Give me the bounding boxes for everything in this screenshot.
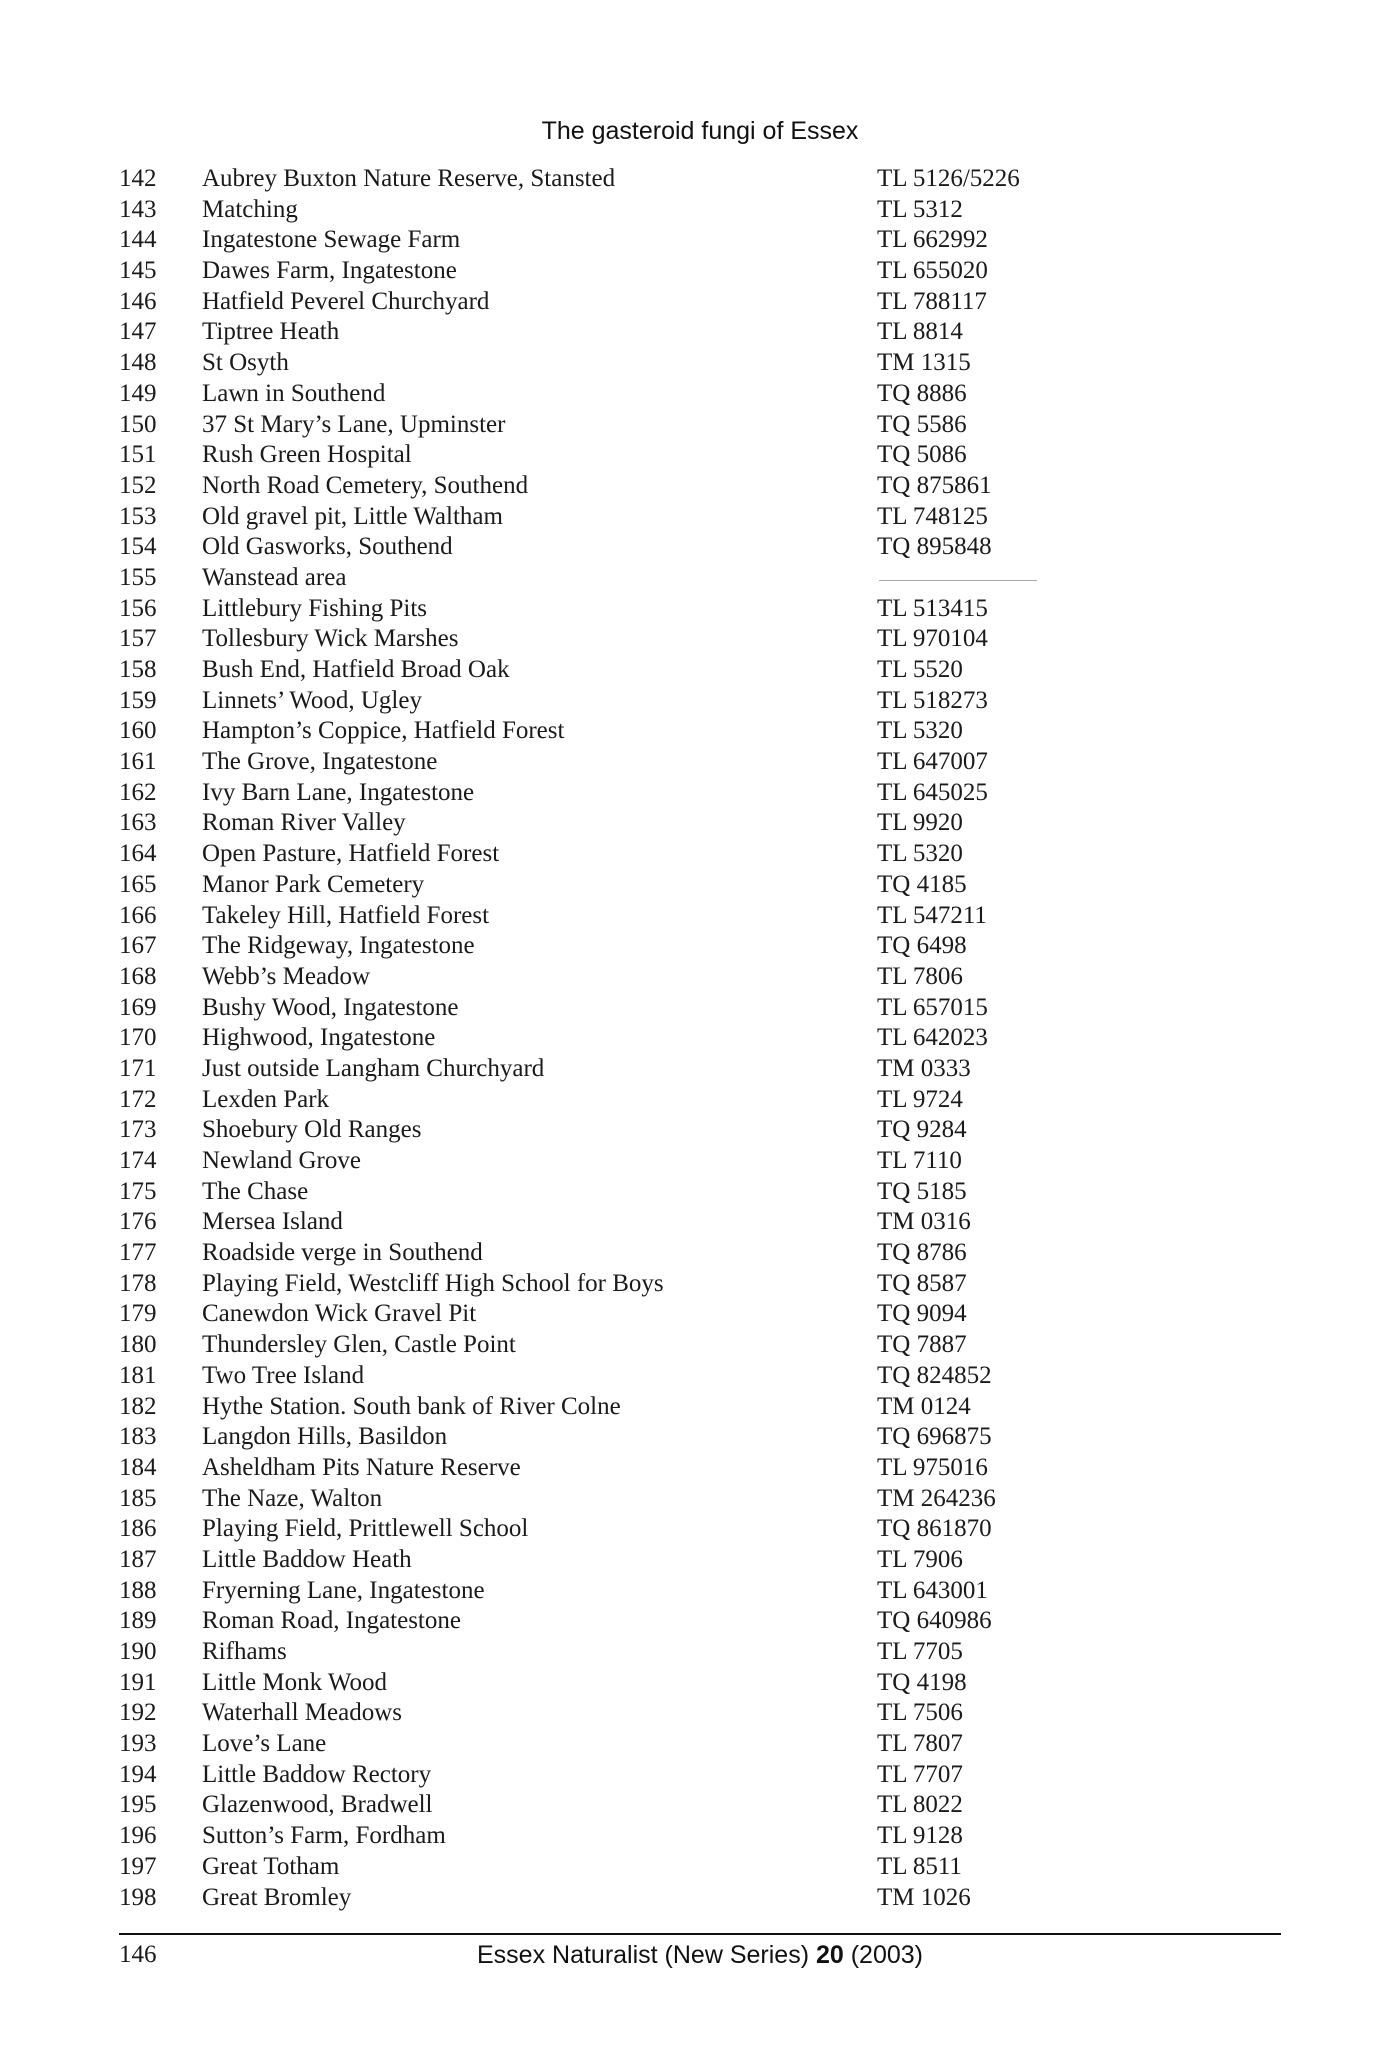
site-number: 183 [119,1423,157,1451]
running-title: The gasteroid fungi of Essex [541,117,859,145]
site-row [0,1790,1400,1821]
site-name: Hythe Station. South bank of River Colne [202,1392,621,1420]
site-number: 165 [119,870,157,898]
site-number: 164 [119,840,157,868]
grid-reference: TL 975016 [877,1453,988,1481]
site-number: 184 [119,1453,157,1481]
site-number: 155 [119,563,157,591]
grid-reference: TL 5320 [877,840,963,868]
site-number: 180 [119,1331,157,1359]
site-name: Glazenwood, Bradwell [202,1791,433,1819]
site-row [0,348,1400,379]
site-list [0,164,1400,1913]
grid-reference: TQ 895848 [877,533,992,561]
site-row [0,594,1400,625]
grid-reference: TL 643001 [877,1576,988,1604]
grid-reference: TL 7806 [877,962,963,990]
site-row [0,1484,1400,1515]
site-number: 194 [119,1760,157,1788]
grid-reference: TQ 4198 [877,1668,967,1696]
grid-reference: TL 788117 [877,287,987,315]
site-number: 156 [119,594,157,622]
site-name: Little Monk Wood [202,1668,388,1696]
site-row [0,1729,1400,1760]
grid-reference: TL 7707 [877,1760,963,1788]
site-row [0,1054,1400,1085]
site-row [0,931,1400,962]
site-row [0,686,1400,717]
page-number: 146 [119,1941,157,1968]
site-row [0,716,1400,747]
grid-reference: TL 5520 [877,656,963,683]
site-row [0,471,1400,502]
site-row [0,256,1400,287]
site-number: 158 [119,656,157,683]
site-name: Linnets’ Wood, Ugley [202,686,422,714]
site-row [0,1207,1400,1238]
site-number: 157 [119,625,157,653]
grid-reference: TQ 4185 [877,870,967,898]
grid-reference: TL 9128 [877,1822,963,1850]
grid-reference: TQ 8886 [877,379,967,407]
site-name: Rifhams [202,1638,287,1665]
grid-reference: TL 8022 [877,1791,963,1819]
site-number: 186 [119,1515,157,1543]
site-name: Shoebury Old Ranges [202,1116,422,1144]
site-number: 152 [119,471,157,499]
site-number: 166 [119,901,157,929]
site-name: Langdon Hills, Basildon [202,1423,448,1451]
site-name: Great Totham [202,1852,340,1880]
site-row [0,901,1400,932]
site-number: 177 [119,1239,157,1267]
site-row [0,1422,1400,1453]
site-number: 172 [119,1085,157,1113]
site-name: Sutton’s Farm, Fordham [202,1822,446,1850]
grid-reference: TQ 8786 [877,1239,967,1267]
site-name: Waterhall Meadows [202,1699,402,1727]
site-number: 170 [119,1024,157,1052]
site-number: 175 [119,1177,157,1205]
site-number: 148 [119,349,157,377]
site-name: The Chase [202,1177,309,1205]
grid-reference: TQ 6498 [877,932,967,960]
site-number: 149 [119,379,157,407]
site-number: 196 [119,1822,157,1850]
site-name: Asheldham Pits Nature Reserve [202,1453,521,1481]
site-row [0,1299,1400,1330]
site-number: 150 [119,410,157,438]
site-name: Rush Green Hospital [202,441,412,469]
site-number: 197 [119,1852,157,1880]
site-name: Hatfield Peverel Churchyard [202,287,490,315]
site-row [0,195,1400,226]
site-row [0,1361,1400,1392]
site-number: 173 [119,1116,157,1144]
site-row [0,839,1400,870]
grid-reference: TQ 5086 [877,441,967,469]
site-number: 198 [119,1883,157,1911]
site-name: Playing Field, Prittlewell School [202,1515,529,1543]
site-number: 151 [119,441,157,469]
site-number: 179 [119,1300,157,1328]
grid-reference: TL 9724 [877,1085,963,1113]
grid-reference: TQ 9284 [877,1116,967,1144]
site-name: Roman River Valley [202,809,406,837]
site-number: 163 [119,809,157,837]
site-row [0,1852,1400,1883]
site-number: 181 [119,1361,157,1389]
site-row [0,962,1400,993]
grid-reference: TQ 7887 [877,1331,967,1359]
site-number: 145 [119,257,157,285]
grid-reference: TQ 5185 [877,1177,967,1205]
site-row [0,808,1400,839]
grid-reference: TQ 696875 [877,1423,992,1451]
site-row [0,1698,1400,1729]
journal-citation [0,1941,1400,1970]
site-number: 192 [119,1699,157,1727]
site-number: 193 [119,1730,157,1758]
site-row [0,440,1400,471]
site-row [0,993,1400,1024]
site-row [0,1453,1400,1484]
site-row [0,1177,1400,1208]
site-name: Ingatestone Sewage Farm [202,226,461,254]
site-number: 167 [119,932,157,960]
site-row [0,1637,1400,1668]
site-number: 159 [119,686,157,714]
site-name: North Road Cemetery, Southend [202,471,529,499]
grid-reference: TQ 875861 [877,471,992,499]
grid-reference: TL 647007 [877,748,988,776]
site-name: Takeley Hill, Hatfield Forest [202,901,490,929]
site-name: Newland Grove [202,1147,361,1174]
site-name: Matching [202,195,298,223]
grid-reference-blank-line [879,580,1037,581]
site-name: Aubrey Buxton Nature Reserve, Stansted [202,165,616,192]
grid-reference: TL 657015 [877,993,988,1021]
site-number: 169 [119,993,157,1021]
site-row [0,1576,1400,1607]
grid-reference: TM 0124 [877,1392,971,1420]
site-number: 190 [119,1638,157,1665]
site-number: 191 [119,1668,157,1696]
grid-reference: TL 9920 [877,809,963,837]
site-name: Tiptree Heath [202,318,340,346]
site-name: St Osyth [202,349,289,377]
grid-reference: TQ 5586 [877,410,967,438]
site-number: 143 [119,195,157,223]
site-row [0,410,1400,441]
site-number: 144 [119,226,157,254]
grid-reference: TL 5126/5226 [877,165,1020,192]
grid-reference: TL 5320 [877,717,963,745]
site-name: Open Pasture, Hatfield Forest [202,840,500,868]
site-name: Little Baddow Heath [202,1545,412,1573]
site-name: Love’s Lane [202,1730,327,1758]
site-row [0,1146,1400,1177]
site-number: 188 [119,1576,157,1604]
site-name: Two Tree Island [202,1361,365,1389]
site-row [0,1545,1400,1576]
grid-reference: TL 642023 [877,1024,988,1052]
grid-reference: TL 518273 [877,686,988,714]
site-number: 161 [119,748,157,776]
site-number: 168 [119,962,157,990]
grid-reference: TL 8511 [877,1852,962,1880]
site-number: 154 [119,533,157,561]
grid-reference: TL 645025 [877,778,988,806]
site-name: Just outside Langham Churchyard [202,1054,545,1082]
grid-reference: TL 5312 [877,195,963,223]
site-number: 147 [119,318,157,346]
grid-reference: TL 7807 [877,1730,963,1758]
site-row [0,287,1400,318]
site-name: Roadside verge in Southend [202,1239,483,1267]
grid-reference: TL 7705 [877,1638,963,1665]
site-row [0,563,1400,594]
site-name: Manor Park Cemetery [202,870,425,898]
site-name: Wanstead area [202,563,347,591]
footer-rule [119,1933,1281,1935]
site-name: Great Bromley [202,1883,352,1911]
site-name: Littlebury Fishing Pits [202,594,428,622]
site-row [0,317,1400,348]
site-number: 160 [119,717,157,745]
site-name: Mersea Island [202,1208,343,1236]
site-row [0,870,1400,901]
site-number: 189 [119,1607,157,1635]
site-row [0,532,1400,563]
site-row [0,655,1400,686]
site-number: 153 [119,502,157,530]
journal-name: Essex Naturalist (New Series) [476,1941,810,1969]
site-number: 178 [119,1269,157,1297]
site-name: Bush End, Hatfield Broad Oak [202,656,510,683]
site-name: Thundersley Glen, Castle Point [202,1331,516,1359]
site-name: Webb’s Meadow [202,962,371,990]
site-name: Highwood, Ingatestone [202,1024,436,1052]
site-name: Lexden Park [202,1085,330,1113]
site-row [0,225,1400,256]
site-row [0,747,1400,778]
site-name: The Naze, Walton [202,1484,383,1512]
site-number: 162 [119,778,157,806]
site-row [0,1115,1400,1146]
site-number: 182 [119,1392,157,1420]
journal-volume: 20 [815,1941,844,1969]
site-row [0,1085,1400,1116]
site-name: Ivy Barn Lane, Ingatestone [202,778,475,806]
site-name: The Grove, Ingatestone [202,748,438,776]
site-number: 187 [119,1545,157,1573]
site-row [0,502,1400,533]
site-name: Roman Road, Ingatestone [202,1607,461,1635]
site-row [0,778,1400,809]
site-name: Fryerning Lane, Ingatestone [202,1576,485,1604]
site-number: 185 [119,1484,157,1512]
grid-reference: TL 7506 [877,1699,963,1727]
grid-reference: TQ 9094 [877,1300,967,1328]
site-name: Playing Field, Westcliff High School for Boys [202,1269,664,1297]
grid-reference: TM 1315 [877,349,971,377]
site-row [0,1269,1400,1300]
grid-reference: TQ 640986 [877,1607,992,1635]
site-name: Bushy Wood, Ingatestone [202,993,459,1021]
grid-reference: TL 547211 [877,901,987,929]
site-name: Canewdon Wick Gravel Pit [202,1300,477,1328]
journal-year: (2003) [850,1941,923,1969]
grid-reference: TL 7906 [877,1545,963,1573]
site-number: 195 [119,1791,157,1819]
site-name: Old gravel pit, Little Waltham [202,502,503,530]
grid-reference: TM 0316 [877,1208,971,1236]
grid-reference: TL 7110 [877,1147,962,1174]
site-row [0,1330,1400,1361]
site-name: Tollesbury Wick Marshes [202,625,459,653]
grid-reference: TL 513415 [877,594,988,622]
grid-reference: TL 662992 [877,226,988,254]
site-row [0,379,1400,410]
site-row [0,1821,1400,1852]
site-row [0,1023,1400,1054]
site-number: 171 [119,1054,157,1082]
site-row [0,164,1400,195]
grid-reference: TL 970104 [877,625,988,653]
grid-reference: TL 748125 [877,502,988,530]
grid-reference: TQ 824852 [877,1361,992,1389]
site-name: Little Baddow Rectory [202,1760,432,1788]
site-row [0,1514,1400,1545]
site-name: The Ridgeway, Ingatestone [202,932,475,960]
site-number: 176 [119,1208,157,1236]
site-row [0,1883,1400,1914]
grid-reference: TL 8814 [877,318,963,346]
grid-reference: TL 655020 [877,257,988,285]
site-name: 37 St Mary’s Lane, Upminster [202,410,506,438]
site-name: Dawes Farm, Ingatestone [202,257,457,285]
site-number: 174 [119,1147,157,1174]
site-name: Lawn in Southend [202,379,386,407]
site-name: Old Gasworks, Southend [202,533,453,561]
site-number: 146 [119,287,157,315]
site-row [0,1238,1400,1269]
grid-reference: TQ 861870 [877,1515,992,1543]
grid-reference: TM 0333 [877,1054,971,1082]
site-row [0,1760,1400,1791]
site-row [0,1668,1400,1699]
grid-reference: TQ 8587 [877,1269,967,1297]
site-name: Hampton’s Coppice, Hatfield Forest [202,717,565,745]
site-row [0,1606,1400,1637]
grid-reference: TM 264236 [877,1484,996,1512]
site-row [0,624,1400,655]
grid-reference: TM 1026 [877,1883,971,1911]
site-row [0,1392,1400,1423]
site-number: 142 [119,165,157,192]
